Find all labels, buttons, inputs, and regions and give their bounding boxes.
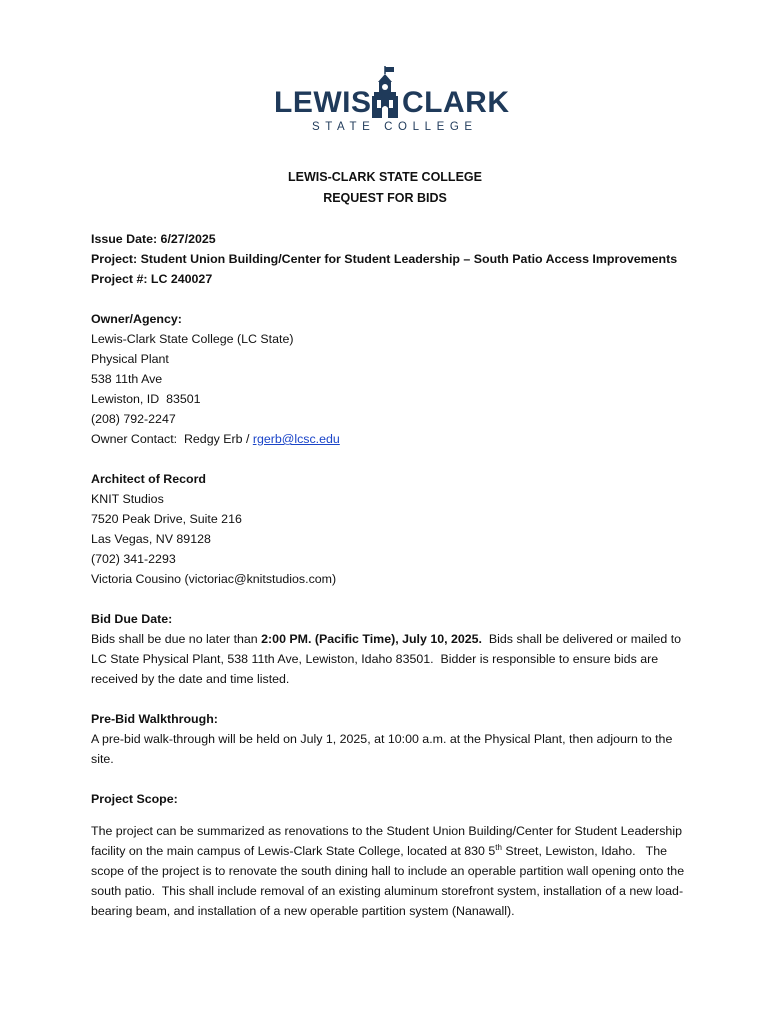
owner-heading: Owner/Agency: — [91, 312, 182, 326]
document-title-line2: REQUEST FOR BIDS — [323, 191, 447, 205]
document-title-line1: LEWIS-CLARK STATE COLLEGE — [288, 170, 482, 184]
scope-heading: Project Scope: — [91, 792, 178, 806]
logo-word-clark: CLARK — [402, 86, 510, 119]
architect-heading: Architect of Record — [91, 472, 206, 486]
architect-line: KNIT Studios — [91, 492, 164, 506]
college-logo — [274, 66, 510, 136]
architect-line: Victoria Cousino (victoriac@knitstudios.com) — [91, 572, 337, 586]
project-name: Project: Student Union Building/Center for Student Leadership – South Patio Access Improvements — [91, 252, 678, 266]
owner-contact-label: Owner Contact: Redgy Erb / — [91, 432, 253, 446]
owner-contact — [91, 429, 691, 449]
owner-line: Physical Plant — [91, 352, 169, 366]
owner-line: Lewis-Clark State College (LC State) — [91, 332, 294, 346]
owner-line: Lewiston, ID 83501 — [91, 392, 201, 406]
owner-line: 538 11th Ave — [91, 372, 163, 386]
owner-line: (208) 792-2247 — [91, 412, 176, 426]
scope-text — [91, 821, 691, 921]
architect-line: Las Vegas, NV 89128 — [91, 532, 211, 546]
walkthrough-heading: Pre-Bid Walkthrough: — [91, 712, 218, 726]
architect-line: 7520 Peak Drive, Suite 216 — [91, 512, 242, 526]
walkthrough-text: A pre-bid walk-through will be held on July 1, 2025, at 10:00 a.m. at the Physical Plant, then adjourn to the site. — [91, 732, 673, 766]
owner-email-link[interactable]: rgerb@lcsc.edu — [252, 432, 340, 446]
document-body — [91, 229, 691, 921]
bid-due-text-b: Bids shall be delivered or mailed to LC State Physical Plant, 538 11th Ave, Lewiston, Idaho 83501. Bidder is responsible to ensure bids are received by the date and time listed. — [91, 632, 685, 686]
architect-line: (702) 341-2293 — [91, 552, 176, 566]
bid-due-deadline: 2:00 PM. (Pacific Time), July 10, 2025. — [261, 632, 483, 646]
scope-superscript: th — [495, 842, 502, 852]
clock-tower-icon — [368, 66, 402, 122]
logo-word-lewis: LEWIS — [274, 86, 372, 119]
bid-due-text — [91, 629, 691, 689]
logo-subtitle: STATE COLLEGE — [312, 121, 478, 133]
scope-text-b: Street, Lewiston, Idaho. The scope of the project is to renovate the south dining hall to include an operable partition wall opening onto the south patio. This shall include removal of an existing aluminum storefront system, installation of a new load-bearing beam, and installation of a new operable partition system (Nanawall). — [91, 844, 688, 918]
bid-due-text-a: Bids shall be due no later than — [91, 632, 262, 646]
issue-date: Issue Date: 6/27/2025 — [91, 232, 216, 246]
project-number: Project #: LC 240027 — [91, 272, 213, 286]
bid-due-heading: Bid Due Date: — [91, 612, 173, 626]
scope-text-a: The project can be summarized as renovations to the Student Union Building/Center for Student Leadership facility on the main campus of Lewis-Clark State College, located at 830 5 — [91, 824, 686, 858]
